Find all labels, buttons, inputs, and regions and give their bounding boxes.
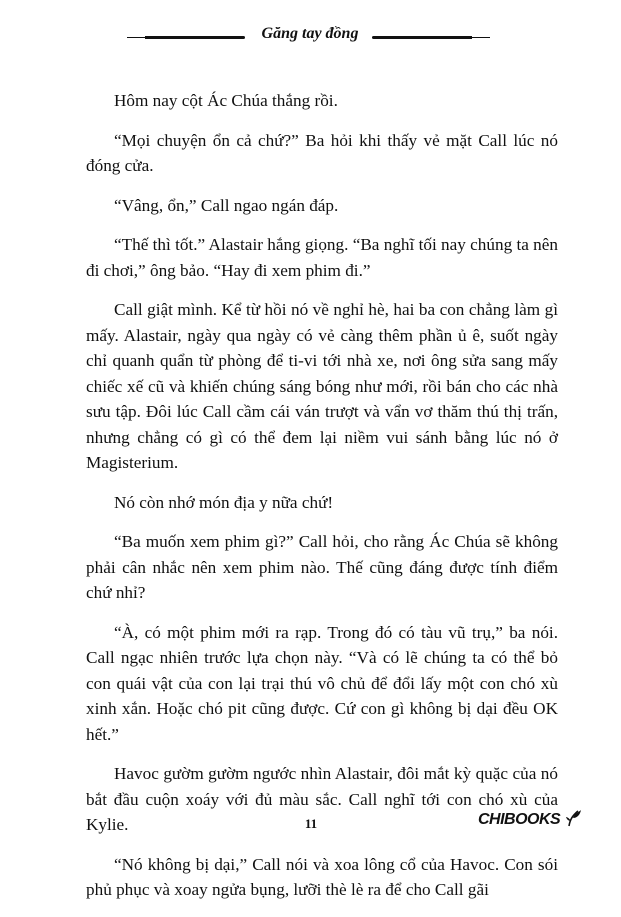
page-body (86, 88, 561, 917)
book-title: Găng tay đồng (261, 25, 359, 42)
paragraph: “Mọi chuyện ổn cả chứ?” Ba hỏi khi thấy vẻ mặt Call lúc nó đóng cửa. (86, 130, 558, 175)
publisher-logo (478, 808, 582, 833)
paragraph: “Vâng, ổn,” Call ngao ngán đáp. (114, 195, 339, 215)
paragraph: “Thế thì tốt.” Alastair hắng giọng. “Ba nghĩ tối nay chúng ta nên đi chơi,” ông bảo. “Hay đi xem phim đi.” (86, 235, 558, 280)
page-number: 11 (304, 816, 318, 831)
running-header (0, 22, 621, 52)
paragraph: Nó còn nhớ món địa y nữa chứ! (114, 492, 334, 512)
header-rule-left (145, 36, 245, 39)
paragraph: Call giật mình. Kể từ hồi nó về nghỉ hè, hai ba con chẳng làm gì mấy. Alastair, ngày qua ngày có vẻ càng thêm phần ủ ê, suốt ngày chỉ quanh quẩn từ phòng để ti-vi tới nhà xe, nơi ông sửa sang mấy chiếc xế cũ và khiến chúng sáng bóng như mới, rồi bán cho các nhà sưu tập. Đôi lúc Call cầm cái ván trượt và vẩn vơ thăm thú thị trấn, nhưng chẳng có gì có thể đem lại niềm vui sánh bằng lúc nó ở Magisterium. (86, 300, 558, 472)
paragraph: “Nó không bị dại,” Call nói và xoa lông cổ của Havoc. Con sói phủ phục và xoay ngửa bụng, lưỡi thè lè ra để cho Call gãi (86, 854, 558, 899)
paragraph: Havoc gườm gườm ngước nhìn Alastair, đôi mắt kỳ quặc của nó bắt đầu cuộn xoáy với đủ màu sắc. Call nghĩ tới con chó xù của Kylie. (86, 764, 558, 834)
header-rule-right (372, 36, 472, 39)
paragraph: Hôm nay cột Ác Chúa thắng rồi. (114, 91, 338, 110)
paragraph: “Ba muốn xem phim gì?” Call hỏi, cho rằng Ác Chúa sẽ không phải cân nhắc nên xem phim nào. Thế cũng đáng được tính điểm chứ nhỉ? (86, 532, 558, 602)
paragraph: “À, có một phim mới ra rạp. Trong đó có tàu vũ trụ,” ba nói. Call ngạc nhiên trước lựa chọn này. “Và có lẽ chúng ta có thể bỏ con quái vật của con lại trại thú vô chủ để đổi lấy một con chó xù xinh xắn. Hoặc chó pit cũng được. Cứ con gì không bị dại đều OK hết.” (86, 622, 558, 744)
publisher-name: CHIBOOKS (478, 811, 561, 828)
leaf-icon (566, 808, 582, 833)
